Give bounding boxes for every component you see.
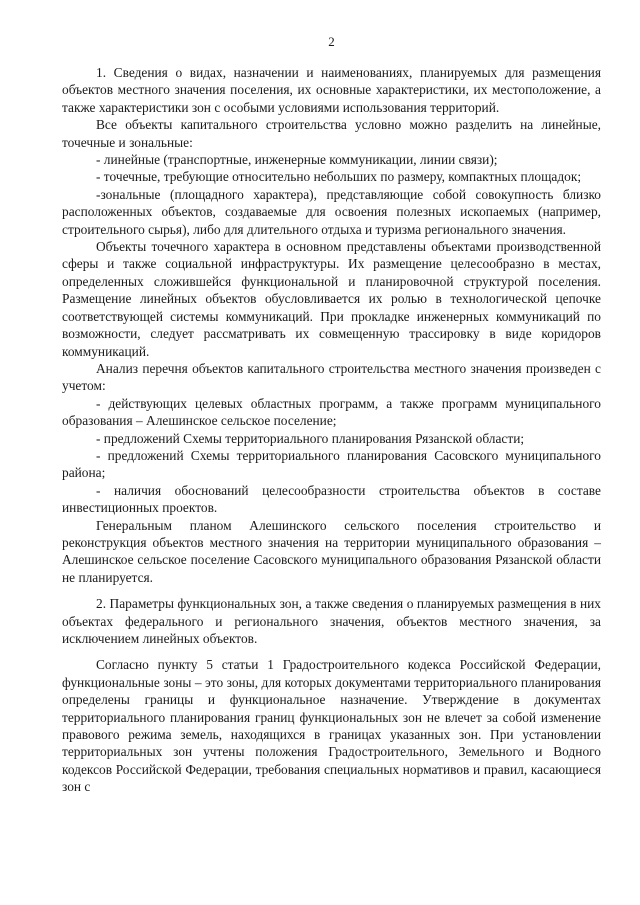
paragraph-analysis-investment: - наличия обоснований целесообразности строительства объектов в составе инвестиционных проектов. bbox=[62, 482, 601, 516]
paragraph-section-2-heading: 2. Параметры функциональных зон, а также сведения о планируемых размещения в них объектах федерального и регионального значения, объектов местного значения, за исключением линейных объектов. bbox=[62, 596, 601, 646]
paragraph-general-plan-statement: Генеральным планом Алешинского сельского поселения строительство и реконструкция объектов местного значения на территории муниципального образования – Алешинское сельское поселение Сасовского муниципального образования Рязанской области не планируется. bbox=[62, 517, 601, 585]
paragraph-functional-zones-definition: Согласно пункту 5 статьи 1 Градостроительного кодекса Российской Федерации, функциональные зоны – это зоны, для которых документами территориального планирования определены границы и функциональное назначение. Утверждение в документах территориального планирования границ функциональных зон не влечет за собой изменение правового режима земель, находящихся в границах указанных зон. При установлении территориальных зон учтены положения Градостроительного, Земельного и Водного кодексов Российской Федерации, требования специальных нормативов и правил, касающиеся зон с bbox=[62, 657, 601, 795]
paragraph-zonal-objects: -зональные (площадного характера), представляющие собой совокупность близко расположенных объектов, создаваемые для освоения полезных ископаемых (например, строительного сырья), либо для длительного отдыха и туризма регионального значения. bbox=[62, 186, 601, 237]
page-number: 2 bbox=[328, 34, 335, 49]
paragraph-analysis-region-scheme: - предложений Схемы территориального планирования Рязанской области; bbox=[96, 430, 525, 446]
paragraph-analysis-intro: Анализ перечня объектов капитального строительства местного значения произведен с учетом: bbox=[62, 360, 601, 394]
paragraph-analysis-programs: - действующих целевых областных программ, а также программ муниципального образования – Алешинское сельское поселение; bbox=[62, 395, 601, 429]
paragraph-linear-objects: - линейные (транспортные, инженерные коммуникации, линии связи); bbox=[96, 152, 498, 168]
paragraph-section-1-heading: 1. Сведения о видах, назначении и наименованиях, планируемых для размещения объектов местного значения поселения, их основные характеристики, их местоположение, а также характеристики зон с особыми условиями использования территорий. bbox=[62, 65, 601, 115]
paragraph-point-objects-description: Объекты точечного характера в основном представлены объектами производственной сферы и также социальной инфраструктуры. Их размещение целесообразно в местах, определенных сложившейся функциональной и планировочной структурой поселения. Размещение линейных объектов обусловливается их ролью в технологической цепочке соответствующей системы коммуникаций. При прокладке инженерных коммуникаций по возможности, следует рассматривать их совмещенную трассировку в виде коридоров коммуникаций. bbox=[62, 239, 601, 359]
paragraph-object-types-intro: Все объекты капитального строительства условно можно разделить на линейные, точечные и зональные: bbox=[62, 117, 601, 150]
paragraph-point-objects: - точечные, требующие относительно небольших по размеру, компактных площадок; bbox=[96, 169, 582, 185]
paragraph-analysis-district-scheme: - предложений Схемы территориального планирования Сасовского муниципального района; bbox=[62, 447, 601, 481]
